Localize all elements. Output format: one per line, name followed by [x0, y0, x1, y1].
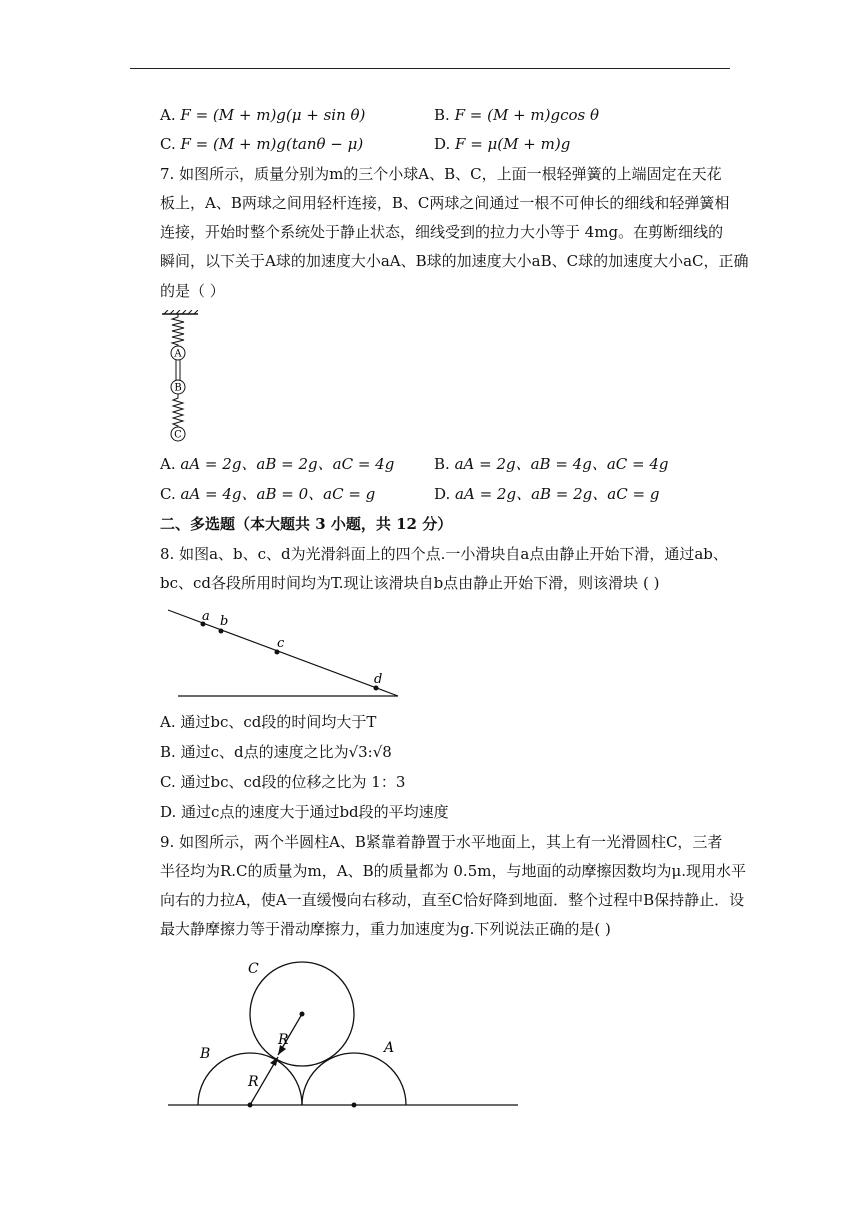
- ball-a-label: A: [174, 348, 182, 360]
- q9-stem-line-2: 半径均为R.C的质量为m，A、B的质量都为 0.5m，与地面的动摩擦因数均为μ.现用水平: [160, 862, 746, 880]
- q6-option-b[interactable]: B. F = (M + m)gcos θ: [434, 106, 600, 124]
- q7-stem-line-3: 连接，开始时整个系统处于静止状态，细线受到的拉力大小等于 4mg。在剪断细线的: [160, 223, 724, 241]
- q7-stem-line-2: 板上，A、B两球之间用轻杆连接，B、C两球之间通过一根不可伸长的细线和轻弹簧相: [160, 194, 730, 212]
- q8-option-a[interactable]: A. 通过bc、cd段的时间均大于T: [160, 713, 377, 731]
- q8-option-d[interactable]: D. 通过c点的速度大于通过bd段的平均速度: [160, 803, 449, 821]
- q8-option-c[interactable]: C. 通过bc、cd段的位移之比为 1：3: [160, 773, 406, 791]
- header-rule: [130, 68, 730, 69]
- q7-spring-figure: [158, 310, 202, 444]
- label-r-lower: R: [248, 1074, 259, 1090]
- q6-option-a[interactable]: A. F = (M + m)g(μ + sin θ): [160, 106, 366, 124]
- q7-stem-line-4: 瞬间，以下关于A球的加速度大小aA、B球的加速度大小aB、C球的加速度大小aC，正确: [160, 252, 749, 270]
- point-d-label: d: [374, 672, 383, 687]
- q9-cylinders-figure: [160, 955, 530, 1115]
- q8-stem-line-2: bc、cd各段所用时间均为T.现让该滑块自b点由静止开始下滑，则该滑块 ( ): [160, 574, 660, 592]
- q7-option-b[interactable]: B. aA = 2g、aB = 4g、aC = 4g: [434, 455, 669, 473]
- q8-incline-figure: [160, 604, 410, 700]
- q7-stem-line-5: 的是（ ）: [160, 282, 225, 300]
- section-heading-multiple-choice: 二、多选题（本大题共 3 小题，共 12 分）: [160, 515, 453, 533]
- half-cylinder-a: [302, 1053, 406, 1105]
- q6-option-d[interactable]: D. F = μ(M + m)g: [434, 135, 571, 153]
- q9-stem-line-1: 9. 如图所示，两个半圆柱A、B紧靠着静置于水平地面上，其上有一光滑圆柱C，三者: [160, 833, 723, 851]
- label-r-upper: R: [278, 1032, 289, 1048]
- point-c-label: c: [277, 636, 285, 651]
- q7-option-d[interactable]: D. aA = 2g、aB = 2g、aC = g: [434, 485, 660, 503]
- q9-stem-line-3: 向右的力拉A，使A一直缓慢向右移动，直至C恰好降到地面．整个过程中B保持静止．设: [160, 891, 745, 909]
- q7-option-c[interactable]: C. aA = 4g、aB = 0、aC = g: [160, 485, 376, 503]
- q6-option-c[interactable]: C. F = (M + m)g(tanθ − μ): [160, 135, 364, 153]
- label-c: C: [248, 961, 259, 977]
- point-b-label: b: [220, 614, 229, 629]
- point-b: [219, 629, 224, 634]
- label-b: B: [200, 1046, 211, 1062]
- q8-option-b[interactable]: B. 通过c、d点的速度之比为√3:√8: [160, 743, 392, 761]
- ball-b-label: B: [174, 382, 182, 394]
- q8-stem-line-1: 8. 如图a、b、c、d为光滑斜面上的四个点.一小滑块自a点由静止开始下滑，通过ab、: [160, 545, 728, 563]
- label-a: A: [384, 1040, 395, 1056]
- q7-option-a[interactable]: A. aA = 2g、aB = 2g、aC = 4g: [160, 455, 395, 473]
- q9-stem-line-4: 最大静摩擦力等于滑动摩擦力，重力加速度为g.下列说法正确的是( ): [160, 920, 611, 938]
- q7-stem-line-1: 7. 如图所示，质量分别为m的三个小球A、B、C，上面一根轻弹簧的上端固定在天花: [160, 165, 722, 183]
- point-a-label: a: [202, 609, 210, 624]
- ball-c-label: C: [174, 429, 182, 441]
